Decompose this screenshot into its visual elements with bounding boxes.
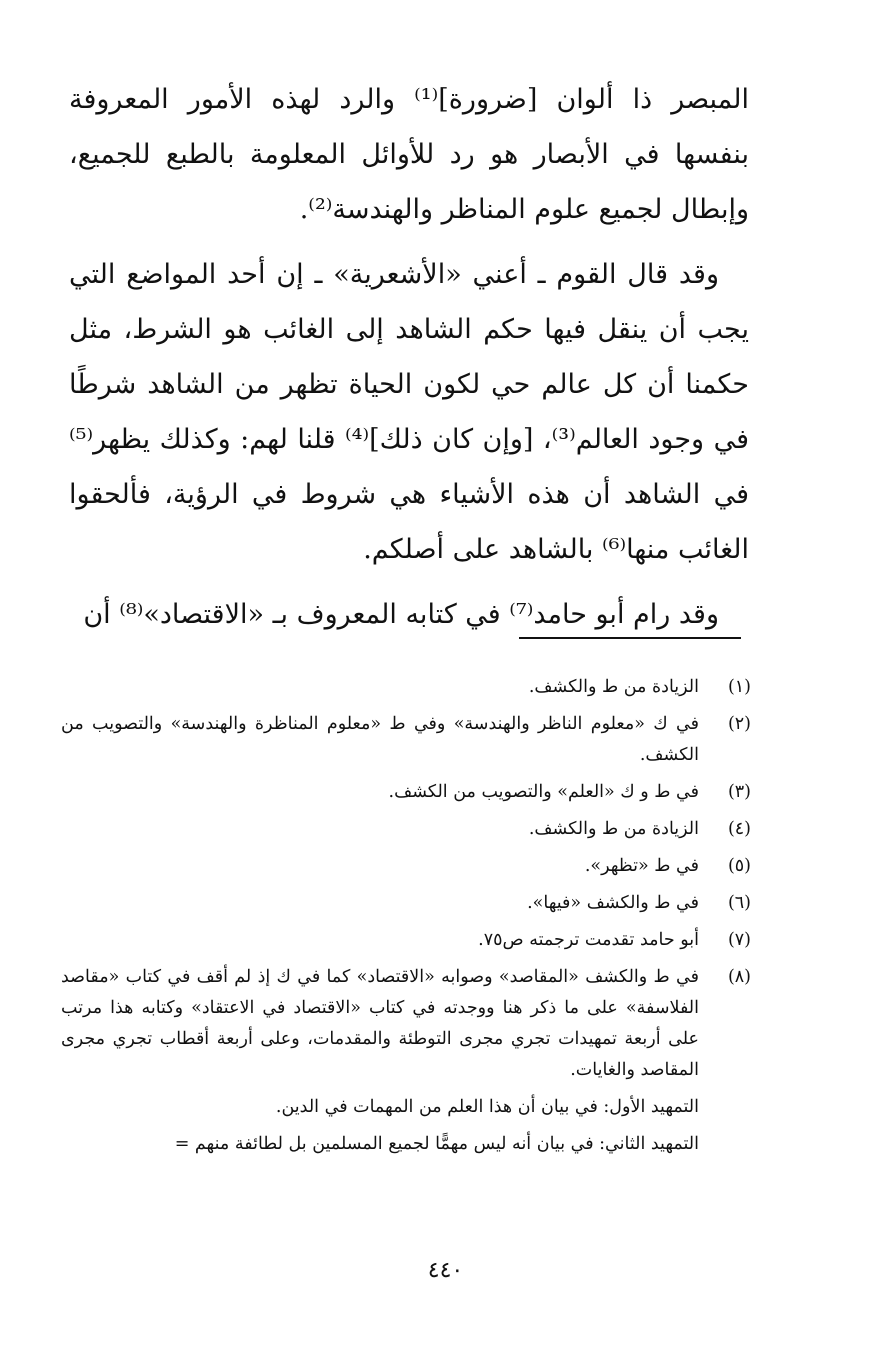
footnote-number: (٢) (727, 714, 751, 734)
paragraph-1-text: المبصر ذا ألوان [ضرورة]⁽¹⁾ والرد لهذه الأمور المعروفة بنفسها في الأبصار هو رد للأوائل المعلومة بالطبع للجميع، وإبطال لجميع علوم المناظر والهندسة⁽²⁾. (69, 84, 750, 225)
paragraph-2-text: وقد قال القوم ـ أعني «الأشعرية» ـ إن أحد المواضع التي يجب أن ينقل فيها حكم الشاهد إلى الغائب هو الشرط، مثل حكمنا أن كل عالم حي لكون الحياة تظهر من الشاهد شرطًا في وجود العالم⁽³⁾، [وإن كان ذلك]⁽⁴⁾ قلنا لهم: وكذلك يظهر⁽⁵⁾ في الشاهد أن هذه الأشياء هي شروط في الرؤية، فألحقوا الغائب منها⁽⁶⁾ بالشاهد على أصلكم. (69, 259, 749, 565)
footnote-continuation-2: التمهيد الثاني: في بيان أنه ليس مهمًّا لجميع المسلمين بل لطائفة منهم = (174, 1134, 699, 1154)
footnote-continuation-1: التمهيد الأول: في بيان أن هذا العلم من المهمات في الدين. (275, 1097, 699, 1117)
footnote-number: (٨) (727, 967, 751, 987)
footnote-7 (61, 925, 751, 956)
paragraph-1 (69, 72, 749, 237)
footnote-6 (61, 888, 751, 919)
footnote-text: في ط و ك «العلم» والتصويب من الكشف. (388, 782, 699, 802)
footnote-text: الزيادة من ط والكشف. (528, 677, 699, 697)
footnote-text: في ط «تظهر». (584, 856, 699, 876)
paragraph-3-text: وقد رام أبو حامد⁽⁷⁾ في كتابه المعروف بـ «الاقتصاد»⁽⁸⁾ أن (83, 599, 719, 630)
footnote-2 (61, 709, 751, 771)
footnote-4 (61, 814, 751, 845)
page-number: ٤٤٠ (427, 1258, 464, 1283)
footnote-number: (٣) (727, 782, 751, 802)
footnote-text: في ط والكشف «المقاصد» وصوابه «الاقتصاد» كما في ك إذ لم أقف في كتاب «مقاصد الفلاسفة» على ما ذكر هنا ووجدته في كتاب «الاقتصاد في الاعتقاد» وكتابه هذا مرتب على أربعة تمهيدات تجري مجرى التوطئة والمقدمات، وعلى أربعة أقطاب تجري مجرى المقاصد والغايات. (61, 967, 699, 1080)
footnotes (61, 672, 751, 1166)
paragraph-2 (69, 247, 749, 577)
footnote-5 (61, 851, 751, 882)
footnote-text: في ط والكشف «فيها». (527, 893, 699, 913)
footnote-3 (61, 777, 751, 808)
footnote-8 (61, 962, 751, 1086)
main-text (69, 72, 749, 642)
footnote-separator (519, 637, 741, 639)
paragraph-3 (69, 587, 749, 642)
footnote-number: (١) (727, 677, 751, 697)
footnote-text: أبو حامد تقدمت ترجمته ص٧٥. (478, 930, 699, 950)
footnote-text: في ك «معلوم الناظر والهندسة» وفي ط «معلوم المناظرة والهندسة» والتصويب من الكشف. (61, 714, 699, 765)
footnote-1 (61, 672, 751, 703)
footnote-number: (٧) (727, 930, 751, 950)
footnote-text: الزيادة من ط والكشف. (528, 819, 699, 839)
footnote-number: (٤) (727, 819, 751, 839)
footnote-number: (٦) (727, 893, 751, 913)
footnote-number: (٥) (727, 856, 751, 876)
